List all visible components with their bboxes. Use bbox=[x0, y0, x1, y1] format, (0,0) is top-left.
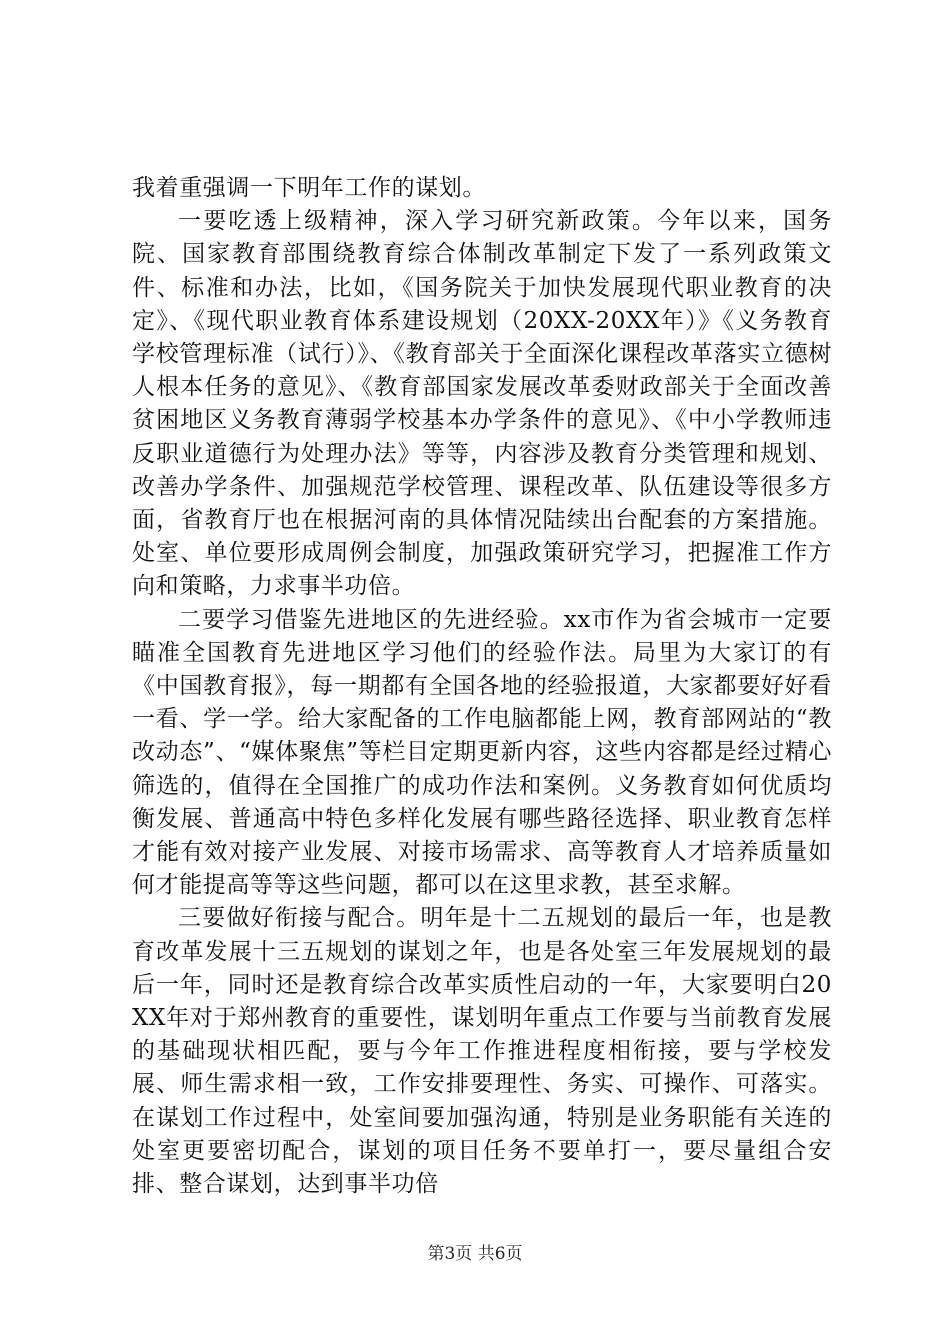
paragraph-policy-study: 一要吃透上级精神，深入学习研究新政策。今年以来，国务院、国家教育部围绕教育综合体制改革制定下发了一系列政策文件、标准和办法，比如，《国务院关于加快发展现代职业教育的决定》、《现代职业教育体系建设规划（20XX-20XX年）》《义务教育学校管理标准（试行）》、《教育部关于全面深化课程改革落实立德树人根本任务的意见》、《教育部国家发展改革委财政部关于全面改善贫困地区义务教育薄弱学校基本办学条件的意见》、《中小学教师违反职业道德行为处理办法》等等，内容涉及教育分类管理和规划、改善办学条件、加强规范学校管理、课程改革、队伍建设等很多方面，省教育厅也在根据河南的具体情况陆续出台配套的方案措施。处室、单位要形成周例会制度，加强政策研究学习，把握准工作方向和策略，力求事半功倍。 bbox=[132, 208, 832, 600]
paragraph-learn-experience: 二要学习借鉴先进地区的先进经验。xx市作为省会城市一定要瞄准全国教育先进地区学习他们的经验作法。局里为大家订的有《中国教育报》，每一期都有全国各地的经验报道，大家都要好好看一看、学一学。给大家配备的工作电脑都能上网，教育部网站的“教改动态”、“媒体聚焦”等栏目定期更新内容，这些内容都是经过精心筛选的，值得在全国推广的成功作法和案例。义务教育如何优质均衡发展、普通高中特色多样化发展有哪些路径选择、职业教育怎样才能有效对接产业发展、对接市场需求、高等教育人才培养质量如何才能提高等等这些问题，都可以在这里求教，甚至求解。 bbox=[132, 606, 832, 899]
paragraph-intro: 我着重强调一下明年工作的谋划。 bbox=[132, 175, 486, 201]
body-text bbox=[132, 172, 832, 1201]
page-footer: 第3页 共6页 bbox=[427, 1244, 523, 1264]
paragraph-coordination: 三要做好衔接与配合。明年是十二五规划的最后一年，也是教育改革发展十三五规划的谋划之年，也是各处室三年发展规划的最后一年，同时还是教育综合改革实质性启动的一年，大家要明白20XX年对于郑州教育的重要性，谋划明年重点工作要与当前教育发展的基础现状相匹配，要与今年工作推进程度相衔接，要与学校发展、师生需求相一致，工作安排要理性、务实、可操作、可落实。在谋划工作过程中，处室间要加强沟通，特别是业务职能有关连的处室更要密切配合，谋划的项目任务不要单打一，要尽量组合安排、整合谋划，达到事半功倍 bbox=[132, 905, 832, 1198]
